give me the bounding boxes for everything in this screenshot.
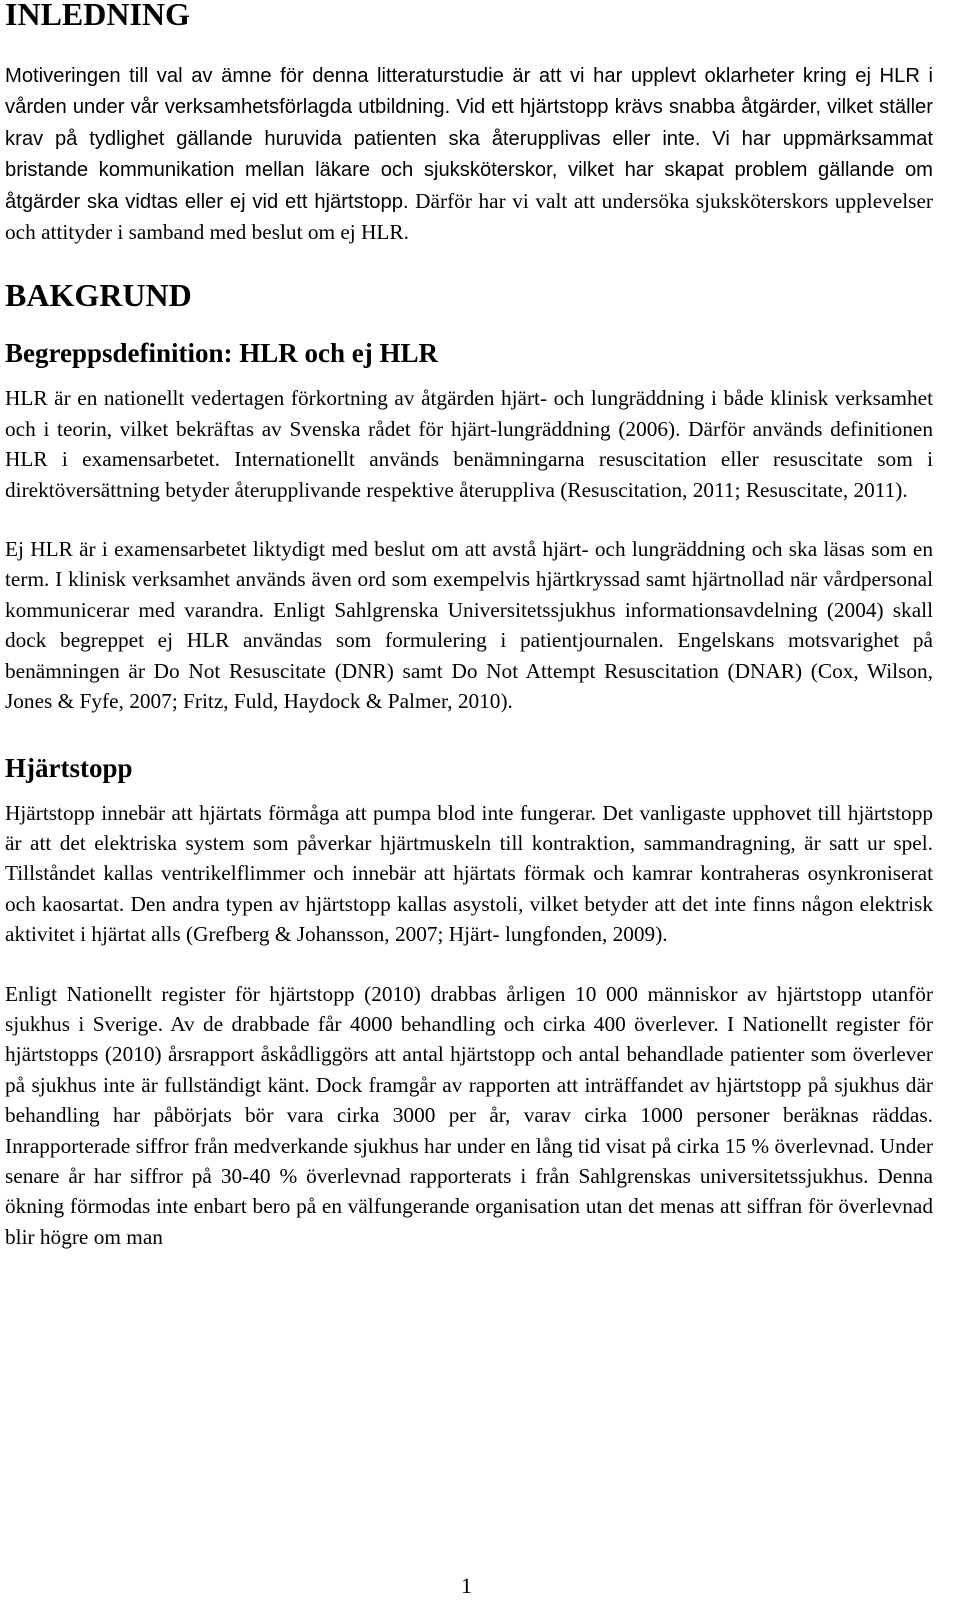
definition-paragraph-1: HLR är en nationellt vedertagen förkortning av åtgärden hjärt- och lungräddning i både klinisk verksamhet och i teorin, vilket bekräftas av Svenska rådet för hjärt-lungräddning (2006). Därför används definitionen HLR i examensarbetet. Internationellt används benämningarna resuscitation eller resuscitate som i direktöversättning betyder återupplivande respektive återuppliva (Resuscitation, 2011; Resuscitate, 2011). bbox=[5, 386, 933, 502]
cardiac-arrest-paragraph-1: Hjärtstopp innebär att hjärtats förmåga att pumpa blod inte fungerar. Det vanligaste upphovet till hjärtstopp är att det elektriska system som påverkar hjärtmuskeln till kontraktion, sammandragning, är satt ur spel. Tillståndet kallas ventrikelflimmer och innebär att hjärtats förmak och kamrar kontraheras osynkroniserat och kaosartat. Den andra typen av hjärtstopp kallas asystoli, vilket betyder att det inte finns någon elektrisk aktivitet i hjärtat alls (Grefberg & Johansson, 2007; Hjärt- lungfonden, 2009). bbox=[5, 800, 933, 947]
cardiac-arrest-paragraph-2: Enligt Nationellt register för hjärtstopp (2010) drabbas årligen 10 000 människor av hjärtstopp utanför sjukhus i Sverige. Av de drabbade får 4000 behandling och cirka 400 överlever. I Nationellt register för hjärtstopps (2010) årsrapport åskådliggörs att antal hjärtstopp och antal behandlade patienter som överlever på sjukhus inte är fullständigt känt. Dock framgår av rapporten att inträffandet av hjärtstopp på sjukhus där behandling har påbörjats bör vara cirka 3000 per år, varav cirka 1000 personer beräknas räddas. Inrapporterade siffror från medverkande sjukhus har under en lång tid visat på cirka 15 % överlevnad. Under senare år har siffror på 30-40 % överlevnad rapporterats i från Sahlgrenskas universitetssjukhus. Denna ökning förmodas inte enbart bero på en välfungerande organisation utan det menas att siffran för överlevnad blir högre om man bbox=[5, 981, 933, 1249]
cardiac-arrest-heading: Hjärtstopp bbox=[5, 752, 133, 783]
intro-paragraph-serif-text: Därför har vi valt att undersöka sjuksköterskors upplevelser och attityder i samband med beslut om ej HLR. bbox=[5, 188, 933, 245]
intro-heading: INLEDNING bbox=[5, 0, 190, 32]
document-page bbox=[5, 0, 933, 1252]
intro-paragraph-sans-text: Motiveringen till val av ämne för denna litteraturstudie är att vi har upplevt oklarheter kring ej HLR i vården under vår verksamhetsförlagda utbildning. Vid ett hjärtstopp krävs snabba åtgärder, vilket ställer krav på tydlighet gällande huruvida patienten ska återupplivas eller inte. Vi har uppmärksammat bristande kommunikation mellan läkare och sjuksköterskor, vilket har skapat problem gällande om åtgärder ska vidtas eller ej vid ett hjärtstopp. bbox=[5, 65, 933, 213]
definition-heading: Begreppsdefinition: HLR och ej HLR bbox=[5, 338, 439, 369]
background-heading: BAKGRUND bbox=[5, 277, 192, 314]
intro-paragraph bbox=[5, 60, 933, 247]
page-number: 1 bbox=[461, 1573, 472, 1598]
definition-paragraph-2: Ej HLR är i examensarbetet liktydigt med beslut om att avstå hjärt- och lungräddning och ska läsas som en term. I klinisk verksamhet används även ord som exempelvis hjärtkryssad samt hjärtnollad när vårdpersonal kommunicerar med varandra. Enligt Sahlgrenska Universitetssjukhus informationsavdelning (2004) skall dock begreppet ej HLR användas som formulering i patientjournalen. Engelskans motsvarighet på benämningen är Do Not Resuscitate (DNR) samt Do Not Attempt Resuscitation (DNAR) (Cox, Wilson, Jones & Fyfe, 2007; Fritz, Fuld, Haydock & Palmer, 2010). bbox=[5, 537, 933, 714]
